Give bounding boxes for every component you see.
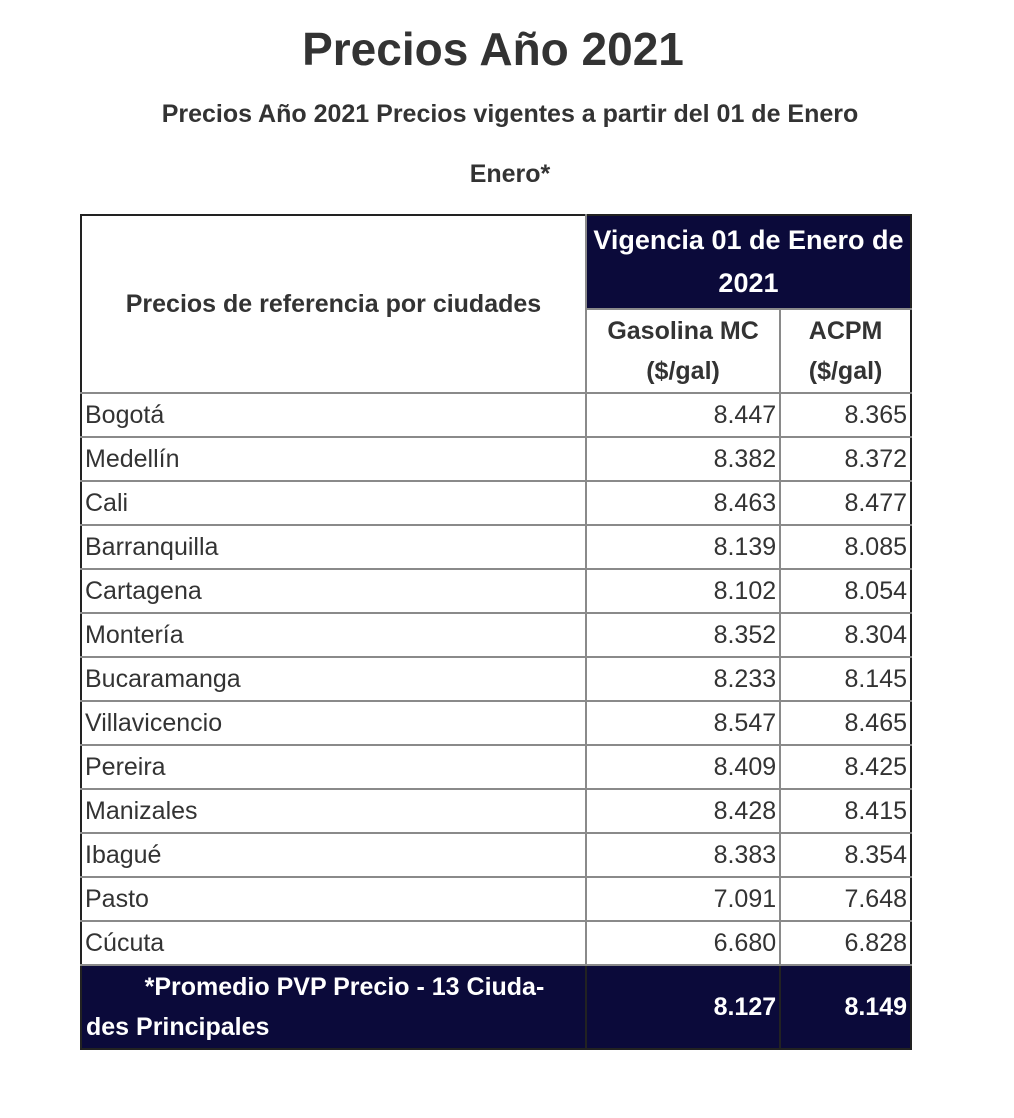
table-row bbox=[81, 525, 911, 569]
gasolina-price-cell: 8.447 bbox=[586, 393, 780, 437]
acpm-price-cell: 8.054 bbox=[780, 569, 911, 613]
page-subtitle: Precios Año 2021 Precios vigentes a partir del 01 de Enero bbox=[161, 100, 859, 128]
city-cell: Montería bbox=[81, 613, 586, 657]
gasolina-price-cell: 8.139 bbox=[586, 525, 780, 569]
table-row bbox=[81, 657, 911, 701]
acpm-price-cell: 8.465 bbox=[780, 701, 911, 745]
gasolina-price-cell: 8.352 bbox=[586, 613, 780, 657]
table-row bbox=[81, 569, 911, 613]
gasolina-price-cell: 8.102 bbox=[586, 569, 780, 613]
gasolina-price-cell: 7.091 bbox=[586, 877, 780, 921]
average-gasolina-cell: 8.127 bbox=[586, 965, 780, 1049]
city-cell: Cartagena bbox=[81, 569, 586, 613]
table-row bbox=[81, 613, 911, 657]
acpm-price-cell: 8.477 bbox=[780, 481, 911, 525]
table-row bbox=[81, 481, 911, 525]
gasolina-price-cell: 8.463 bbox=[586, 481, 780, 525]
acpm-price-cell: 8.354 bbox=[780, 833, 911, 877]
average-label-line-1: *Promedio PVP Precio - 13 Ciuda- bbox=[144, 973, 545, 1001]
gasolina-price-cell: 8.382 bbox=[586, 437, 780, 481]
vigencia-header: Vigencia 01 de Enero de 2021 bbox=[586, 215, 911, 309]
acpm-price-cell: 7.648 bbox=[780, 877, 911, 921]
acpm-price-cell: 6.828 bbox=[780, 921, 911, 965]
gasolina-price-cell: 8.383 bbox=[586, 833, 780, 877]
city-cell: Cali bbox=[81, 481, 586, 525]
gasolina-price-cell: 8.409 bbox=[586, 745, 780, 789]
city-cell: Pereira bbox=[81, 745, 586, 789]
average-acpm-cell: 8.149 bbox=[780, 965, 911, 1049]
acpm-price-cell: 8.085 bbox=[780, 525, 911, 569]
gasolina-price-cell: 8.233 bbox=[586, 657, 780, 701]
prices-table bbox=[80, 214, 912, 1050]
acpm-price-cell: 8.304 bbox=[780, 613, 911, 657]
gasolina-column-header: Gasolina MC ($/gal) bbox=[586, 309, 780, 393]
city-cell: Cúcuta bbox=[81, 921, 586, 965]
table-row bbox=[81, 789, 911, 833]
city-cell: Villavicencio bbox=[81, 701, 586, 745]
table-row bbox=[81, 877, 911, 921]
header-row bbox=[81, 215, 911, 309]
page-subtitle-continuation: Enero* bbox=[469, 160, 551, 188]
table-row bbox=[81, 701, 911, 745]
table-row bbox=[81, 745, 911, 789]
city-cell: Manizales bbox=[81, 789, 586, 833]
city-cell: Barranquilla bbox=[81, 525, 586, 569]
acpm-price-cell: 8.145 bbox=[780, 657, 911, 701]
reference-prices-header: Precios de referencia por ciudades bbox=[81, 215, 586, 393]
gasolina-price-cell: 8.547 bbox=[586, 701, 780, 745]
average-label-line-2: des Principales bbox=[86, 1013, 270, 1041]
acpm-price-cell: 8.425 bbox=[780, 745, 911, 789]
average-row bbox=[81, 965, 911, 1049]
city-cell: Pasto bbox=[81, 877, 586, 921]
table-row bbox=[81, 921, 911, 965]
acpm-price-cell: 8.415 bbox=[780, 789, 911, 833]
gasolina-price-cell: 6.680 bbox=[586, 921, 780, 965]
city-cell: Ibagué bbox=[81, 833, 586, 877]
table-row bbox=[81, 833, 911, 877]
average-label bbox=[81, 965, 586, 1049]
table-row bbox=[81, 393, 911, 437]
city-cell: Medellín bbox=[81, 437, 586, 481]
acpm-column-header: ACPM ($/gal) bbox=[780, 309, 911, 393]
acpm-price-cell: 8.372 bbox=[780, 437, 911, 481]
city-cell: Bogotá bbox=[81, 393, 586, 437]
page-title: Precios Año 2021 bbox=[302, 23, 684, 75]
table-row bbox=[81, 437, 911, 481]
city-cell: Bucaramanga bbox=[81, 657, 586, 701]
gasolina-price-cell: 8.428 bbox=[586, 789, 780, 833]
acpm-price-cell: 8.365 bbox=[780, 393, 911, 437]
